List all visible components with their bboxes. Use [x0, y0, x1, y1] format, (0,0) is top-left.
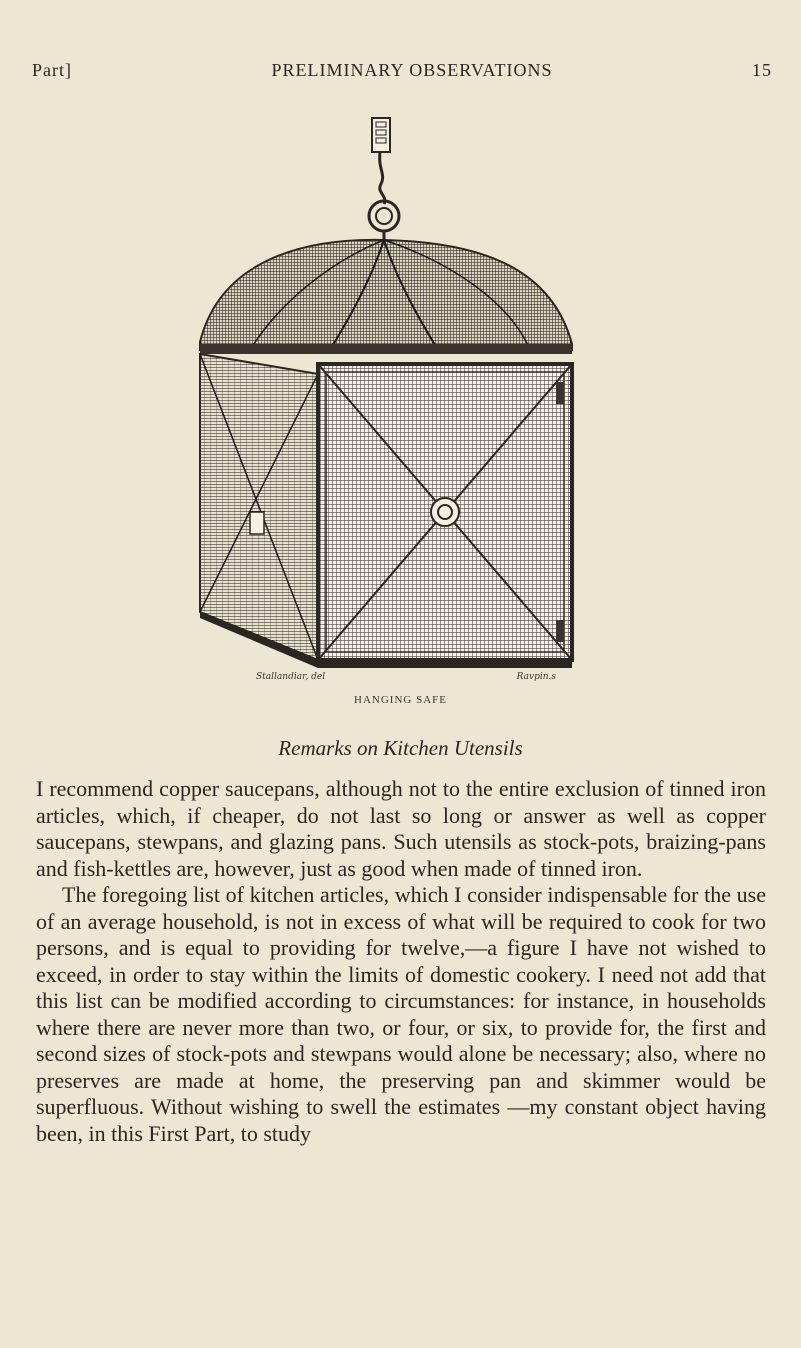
body-text [36, 776, 766, 1147]
figure-caption: HANGING SAFE [354, 694, 447, 706]
part-label: Part] [32, 60, 72, 80]
paragraph: I recommend copper saucepans, although not to the entire exclusion of tinned iron articles, which, if cheaper, do not last so long or answer as well as copper saucepans, stewpans, and glazing pans. Such utensils as stock-pots, braizing-pans and fish-kettles are, however, just as good when made of tinned iron. [36, 776, 766, 881]
artist-credit: Stallandiar, del [256, 672, 326, 682]
engraver-credit: Ravpin.s [516, 672, 556, 682]
section-title: Remarks on Kitchen Utensils [278, 736, 523, 760]
paragraph: The foregoing list of kitchen articles, which I consider indispensable for the use of an average household, is not in excess of what will be required to cook for two persons, and is equal to providing for twelve,—a figure I have not wished to exceed, in order to stay within the limits of domestic cookery. I need not add that this list can be modified according to circumstances: for instance, in households where there are never more than two, or four, or six, to provide for, the first and second sizes of stock-pots and stewpans would alone be necessary; also, where no preserves are made at home, the preserving pan and skimmer would be superfluous. Without wishing to swell the estimates —my constant object having been, in this First Part, to study [36, 882, 766, 1146]
hanging-hook [369, 118, 399, 240]
left-side-panel [200, 354, 318, 660]
engraving-credits [256, 672, 556, 682]
chapter-title: PRELIMINARY OBSERVATIONS [271, 60, 553, 80]
page-number: 15 [751, 60, 772, 80]
front-door-panel [318, 364, 572, 660]
hanging-safe-illustration [180, 112, 600, 672]
running-header [32, 60, 772, 81]
domed-top [200, 240, 572, 354]
